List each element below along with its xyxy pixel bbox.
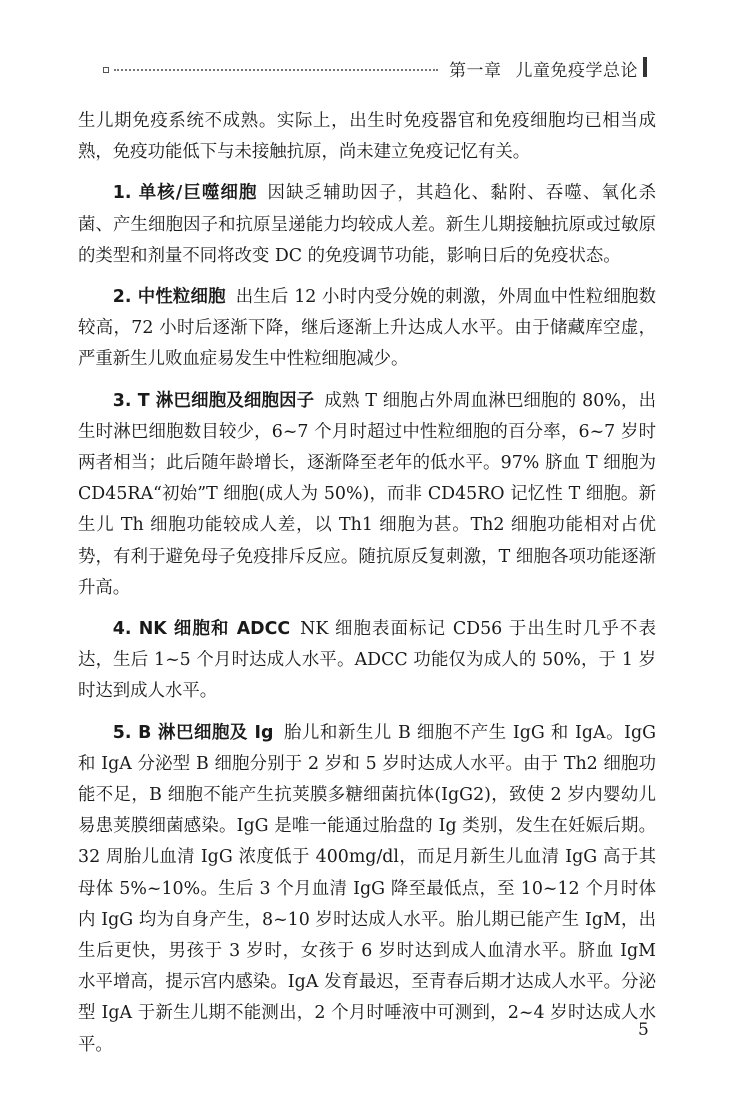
chapter-number: 第一章	[449, 61, 502, 81]
paragraph-b-cell	[78, 718, 656, 1061]
page-number: 5	[638, 1020, 649, 1040]
running-header	[0, 48, 730, 84]
paragraph-neutrophil	[78, 282, 656, 376]
paragraph-text: 胎儿和新生儿 B 细胞不产生 IgG 和 IgA。IgG 和 IgA 分泌型 B 细胞分别于 2 岁和 5 岁时达成人水平。由于 Th2 细胞功能不足，B 细胞不能产生抗荚膜多糖细菌抗体(IgG2)，致使 2 岁内婴幼儿易患荚膜细菌感染。IgG 是唯一能通过胎盘的 Ig 类别，发生在妊娠后期。32 周胎儿血清 IgG 浓度低于 400mg/dl，而足月新生儿血清 IgG 高于其母体 5%~10%。生后 3 个月血清 IgG 降至最低点，至 10~12 个月时体内 IgG 均为自身产生，8~10 岁时达成人水平。胎儿期已能产生 IgM，出生后更快，男孩于 3 岁时，女孩于 6 岁时达到成人血清水平。脐血 IgM 水平增高，提示宫内感染。IgA 发育最迟，至青春后期才达成人水平。分泌型 IgA 于新生儿期不能测出，2 个月时唾液中可测到，2~4 岁时达成人水平。	[78, 722, 656, 1055]
paragraph-text: 出生后 12 小时内受分娩的刺激，外周血中性粒细胞数较高，72 小时后逐渐下降，继后逐渐上升达成人水平。由于储藏库空虚，严重新生儿败血症易发生中性粒细胞减少。	[78, 287, 657, 370]
body-text	[78, 106, 656, 1061]
section-heading: 1. 单核/巨噬细胞	[112, 183, 258, 204]
chapter-title: 儿童免疫学总论	[515, 61, 638, 81]
paragraph-text: NK 细胞表面标记 CD56 于出生时几乎不表达，生后 1~5 个月时达成人水平。ADCC 功能仅为成人的 50%，于 1 岁时达到成人水平。	[78, 619, 656, 702]
paragraph-text: 因缺乏辅助因子，其趋化、黏附、吞噬、氧化杀菌、产生细胞因子和抗原呈递能力均较成人差。新生儿期接触抗原或过敏原的类型和剂量不同将改变 DC 的免疫调节功能，影响日后的免疫状态。	[78, 183, 656, 266]
section-heading: 2. 中性粒细胞	[112, 287, 226, 308]
paragraph-t-cell	[78, 386, 656, 604]
section-heading: 5. B 淋巴细胞及 Ig	[112, 722, 274, 743]
paragraph-continuation: 生儿期免疫系统不成熟。实际上，出生时免疫器官和免疫细胞均已相当成熟，免疫功能低下与未接触抗原，尚未建立免疫记忆有关。	[78, 111, 656, 163]
section-heading: 4. NK 细胞和 ADCC	[112, 619, 291, 640]
paragraph-text: 成熟 T 细胞占外周血淋巴细胞的 80%，出生时淋巴细胞数目较少，6~7 个月时超过中性粒细胞的百分率，6~7 岁时两者相当；此后随年龄增长，逐渐降至老年的低水平。97% 脐血 T 细胞为 CD45RA“初始”T 细胞(成人为 50%)，而非 CD45RO 记忆性 T 细胞。新生儿 Th 细胞功能较成人差，以 Th1 细胞为甚。Th2 细胞功能相对占优势，有利于避免母子免疫排斥反应。随抗原反复刺激，T 细胞各项功能逐渐升高。	[78, 390, 656, 598]
chapter-heading	[449, 56, 638, 81]
header-bar-icon	[643, 57, 647, 77]
paragraph-monocyte	[78, 178, 656, 272]
paragraph-nk-cell	[78, 614, 656, 708]
section-heading: 3. T 淋巴细胞及细胞因子	[112, 390, 315, 411]
header-dotted-rule	[114, 69, 438, 71]
header-square-icon	[103, 67, 109, 73]
